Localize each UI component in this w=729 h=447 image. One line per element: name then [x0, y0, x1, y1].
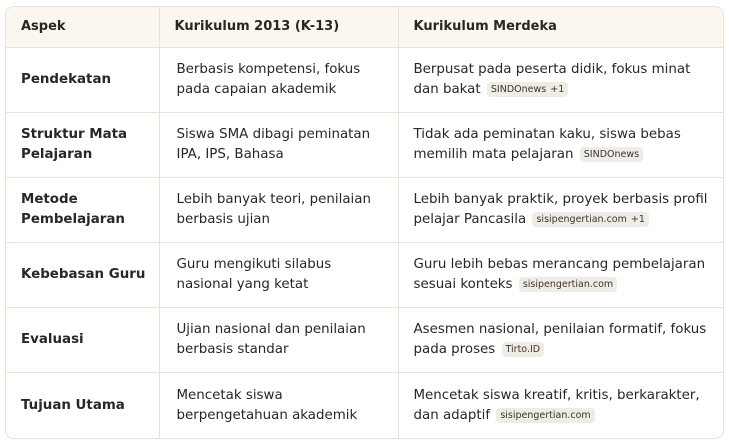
- table-row: [6, 112, 723, 177]
- cell-aspek: Metode Pembelajaran: [6, 177, 159, 242]
- cell-aspek: Pendekatan: [6, 47, 159, 112]
- merdeka-text: Tidak ada peminatan kaku, siswa bebas memilih mata pelajaran: [413, 126, 681, 162]
- header-aspek: Aspek: [6, 7, 159, 47]
- cell-merdeka: [398, 112, 723, 177]
- source-name: Tirto.ID: [505, 344, 541, 356]
- cell-aspek: Struktur Mata Pelajaran: [6, 112, 159, 177]
- cell-aspek: Tujuan Utama: [6, 373, 159, 438]
- cell-merdeka: [398, 177, 723, 242]
- comparison-table-container: [5, 6, 724, 439]
- cell-k13: Lebih banyak teori, penilaian berbasis ujian: [159, 177, 398, 242]
- source-name: sisipengertian.com: [536, 213, 627, 225]
- cell-aspek: Kebebasan Guru: [6, 242, 159, 307]
- source-extra-count: +1: [550, 83, 565, 95]
- table-row: [6, 242, 723, 307]
- source-name: sisipengertian.com: [500, 409, 591, 421]
- merdeka-text: Asesmen nasional, penilaian formatif, fokus pada proses: [413, 322, 707, 358]
- source-badge[interactable]: [487, 82, 568, 97]
- cell-k13: Berbasis kompetensi, fokus pada capaian akademik: [159, 47, 398, 112]
- cell-k13: Siswa SMA dibagi peminatan IPA, IPS, Bahasa: [159, 112, 398, 177]
- cell-merdeka: [398, 308, 723, 373]
- source-badge[interactable]: [532, 212, 648, 227]
- source-badge[interactable]: [496, 408, 594, 423]
- source-name: sisipengertian.com: [522, 279, 614, 291]
- cell-merdeka: [398, 47, 723, 112]
- cell-aspek: Evaluasi: [6, 308, 159, 373]
- cell-merdeka: [398, 242, 723, 307]
- table-header-row: [6, 7, 723, 47]
- table-row: [6, 47, 723, 112]
- source-name: SINDOnews: [490, 83, 547, 95]
- header-merdeka: Kurikulum Merdeka: [398, 7, 723, 47]
- comparison-table: [6, 7, 723, 438]
- merdeka-text: Mencetak siswa kreatif, kritis, berkarakter, dan adaptif: [413, 387, 700, 423]
- table-row: [6, 308, 723, 373]
- table-row: [6, 373, 723, 438]
- merdeka-text: Guru lebih bebas merancang pembelajaran sesuai konteks: [413, 257, 706, 293]
- source-badge[interactable]: [502, 342, 545, 357]
- source-badge[interactable]: [519, 277, 617, 292]
- source-extra-count: +1: [630, 213, 645, 225]
- source-name: SINDOnews: [583, 148, 640, 160]
- header-k13: Kurikulum 2013 (K-13): [159, 7, 398, 47]
- merdeka-text: Berpusat pada peserta didik, fokus minat dan bakat: [413, 61, 691, 97]
- cell-k13: Guru mengikuti silabus nasional yang ketat: [159, 242, 398, 307]
- cell-k13: Mencetak siswa berpengetahuan akademik: [159, 373, 398, 438]
- table-row: [6, 177, 723, 242]
- cell-k13: Ujian nasional dan penilaian berbasis standar: [159, 308, 398, 373]
- cell-merdeka: [398, 373, 723, 438]
- merdeka-text: Lebih banyak praktik, proyek berbasis profil pelajar Pancasila: [413, 191, 708, 227]
- source-badge[interactable]: [580, 147, 643, 162]
